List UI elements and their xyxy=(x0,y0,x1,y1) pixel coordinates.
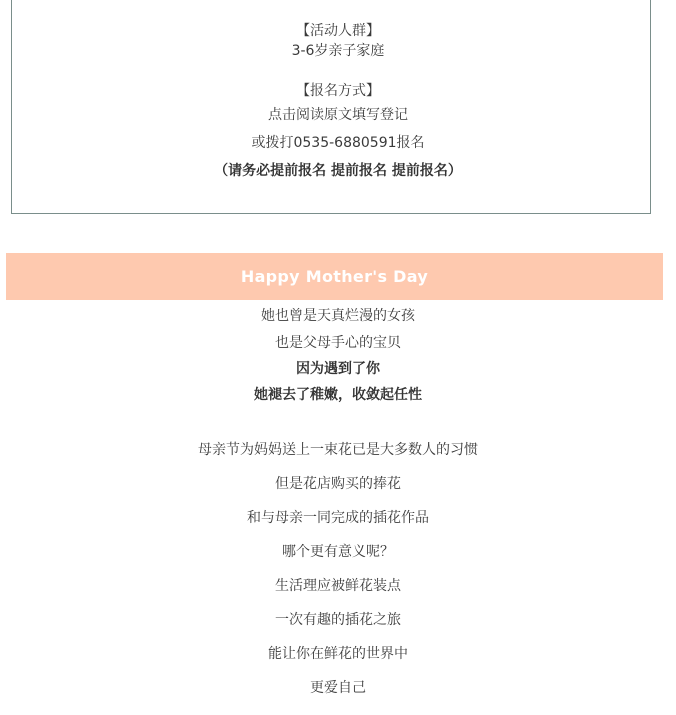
mothers-day-banner xyxy=(6,253,663,300)
audience-heading: 【活动人群】 xyxy=(296,23,380,39)
paragraph-line-2: 但是花店购买的捧花 xyxy=(275,476,401,492)
poem-line-1: 她也曾是天真烂漫的女孩 xyxy=(261,308,415,324)
poem-line-4: 她褪去了稚嫩，收敛起任性 xyxy=(254,387,422,403)
paragraph-line-6: 一次有趣的插花之旅 xyxy=(275,612,401,628)
paragraph-line-7: 能让你在鲜花的世界中 xyxy=(268,646,408,662)
signup-heading: 【报名方式】 xyxy=(296,83,380,99)
paragraph-line-3: 和与母亲一同完成的插花作品 xyxy=(247,510,429,526)
paragraph-line-1: 母亲节为妈妈送上一束花已是大多数人的习惯 xyxy=(198,442,478,458)
paragraph-line-4: 哪个更有意义呢？ xyxy=(282,544,394,560)
poem-line-3: 因为遇到了你 xyxy=(296,361,380,377)
signup-line-1: 点击阅读原文填写登记 xyxy=(268,107,408,123)
paragraph-line-5: 生活理应被鲜花装点 xyxy=(275,578,401,594)
poem-line-2: 也是父母手心的宝贝 xyxy=(275,335,401,351)
signup-line-2: 或拨打0535-6880591报名 xyxy=(251,135,425,151)
signup-note: （请务必提前报名 提前报名 提前报名） xyxy=(214,163,462,179)
banner-title: Happy Mother's Day xyxy=(240,267,429,286)
audience-value: 3-6岁亲子家庭 xyxy=(291,43,385,59)
paragraph-line-8: 更爱自己 xyxy=(310,680,366,696)
